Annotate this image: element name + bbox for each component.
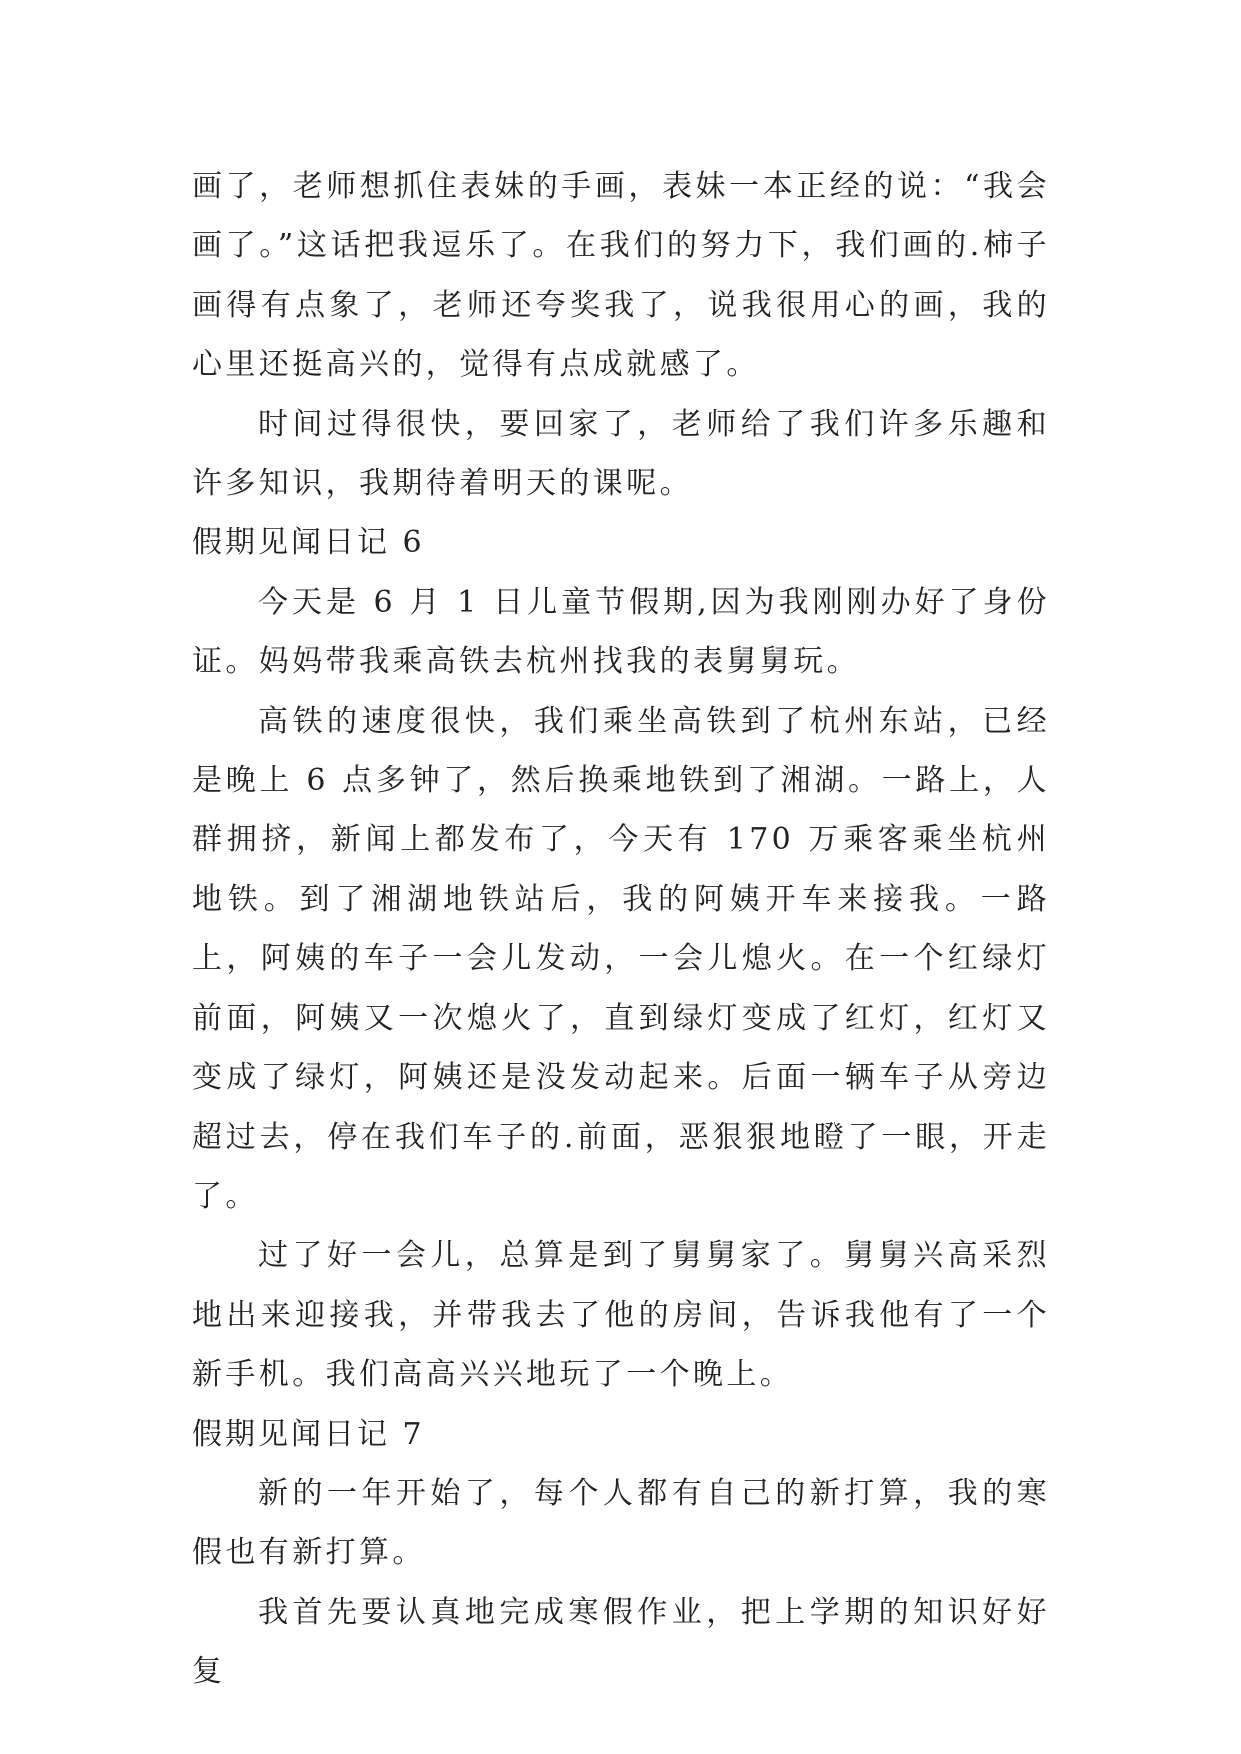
document-page [192, 157, 1050, 1702]
section-heading: 假期见闻日记 7 [192, 1416, 425, 1452]
paragraph: 画了，老师想抓住表妹的手画，表妹一本正经的说：“我会画了。”这话把我逗乐了。在我们的努力下，我们画的.柿子画得有点象了，老师还夸奖我了，说我很用心的画，我的心里还挺高兴的，觉得有点成就感了。 [192, 169, 1050, 383]
section-heading: 假期见闻日记 6 [192, 525, 425, 561]
paragraph: 今天是 6 月 1 日儿童节假期,因为我刚刚办好了身份证。妈妈带我乘高铁去杭州找我的表舅舅玩。 [192, 584, 1050, 680]
paragraph: 我首先要认真地完成寒假作业，把上学期的知识好好复 [192, 1594, 1050, 1690]
paragraph: 高铁的速度很快，我们乘坐高铁到了杭州东站，已经是晚上 6 点多钟了，然后换乘地铁到了湘湖。一路上，人群拥挤，新闻上都发布了，今天有 170 万乘客乘坐杭州地铁。到了湘湖地铁站后，我的阿姨开车来接我。一路上，阿姨的车子一会儿发动，一会儿熄火。在一个红绿灯前面，阿姨又一次熄火了，直到绿灯变成了红灯，红灯又变成了绿灯，阿姨还是没发动起来。后面一辆车子从旁边超过去，停在我们车子的.前面，恶狠狠地瞪了一眼，开走了。 [192, 703, 1050, 1214]
paragraph: 新的一年开始了，每个人都有自己的新打算，我的寒假也有新打算。 [192, 1475, 1050, 1571]
paragraph: 时间过得很快，要回家了，老师给了我们许多乐趣和许多知识，我期待着明天的课呢。 [192, 406, 1050, 502]
paragraph: 过了好一会儿，总算是到了舅舅家了。舅舅兴高采烈地出来迎接我，并带我去了他的房间，告诉我他有了一个新手机。我们高高兴兴地玩了一个晚上。 [192, 1238, 1050, 1393]
